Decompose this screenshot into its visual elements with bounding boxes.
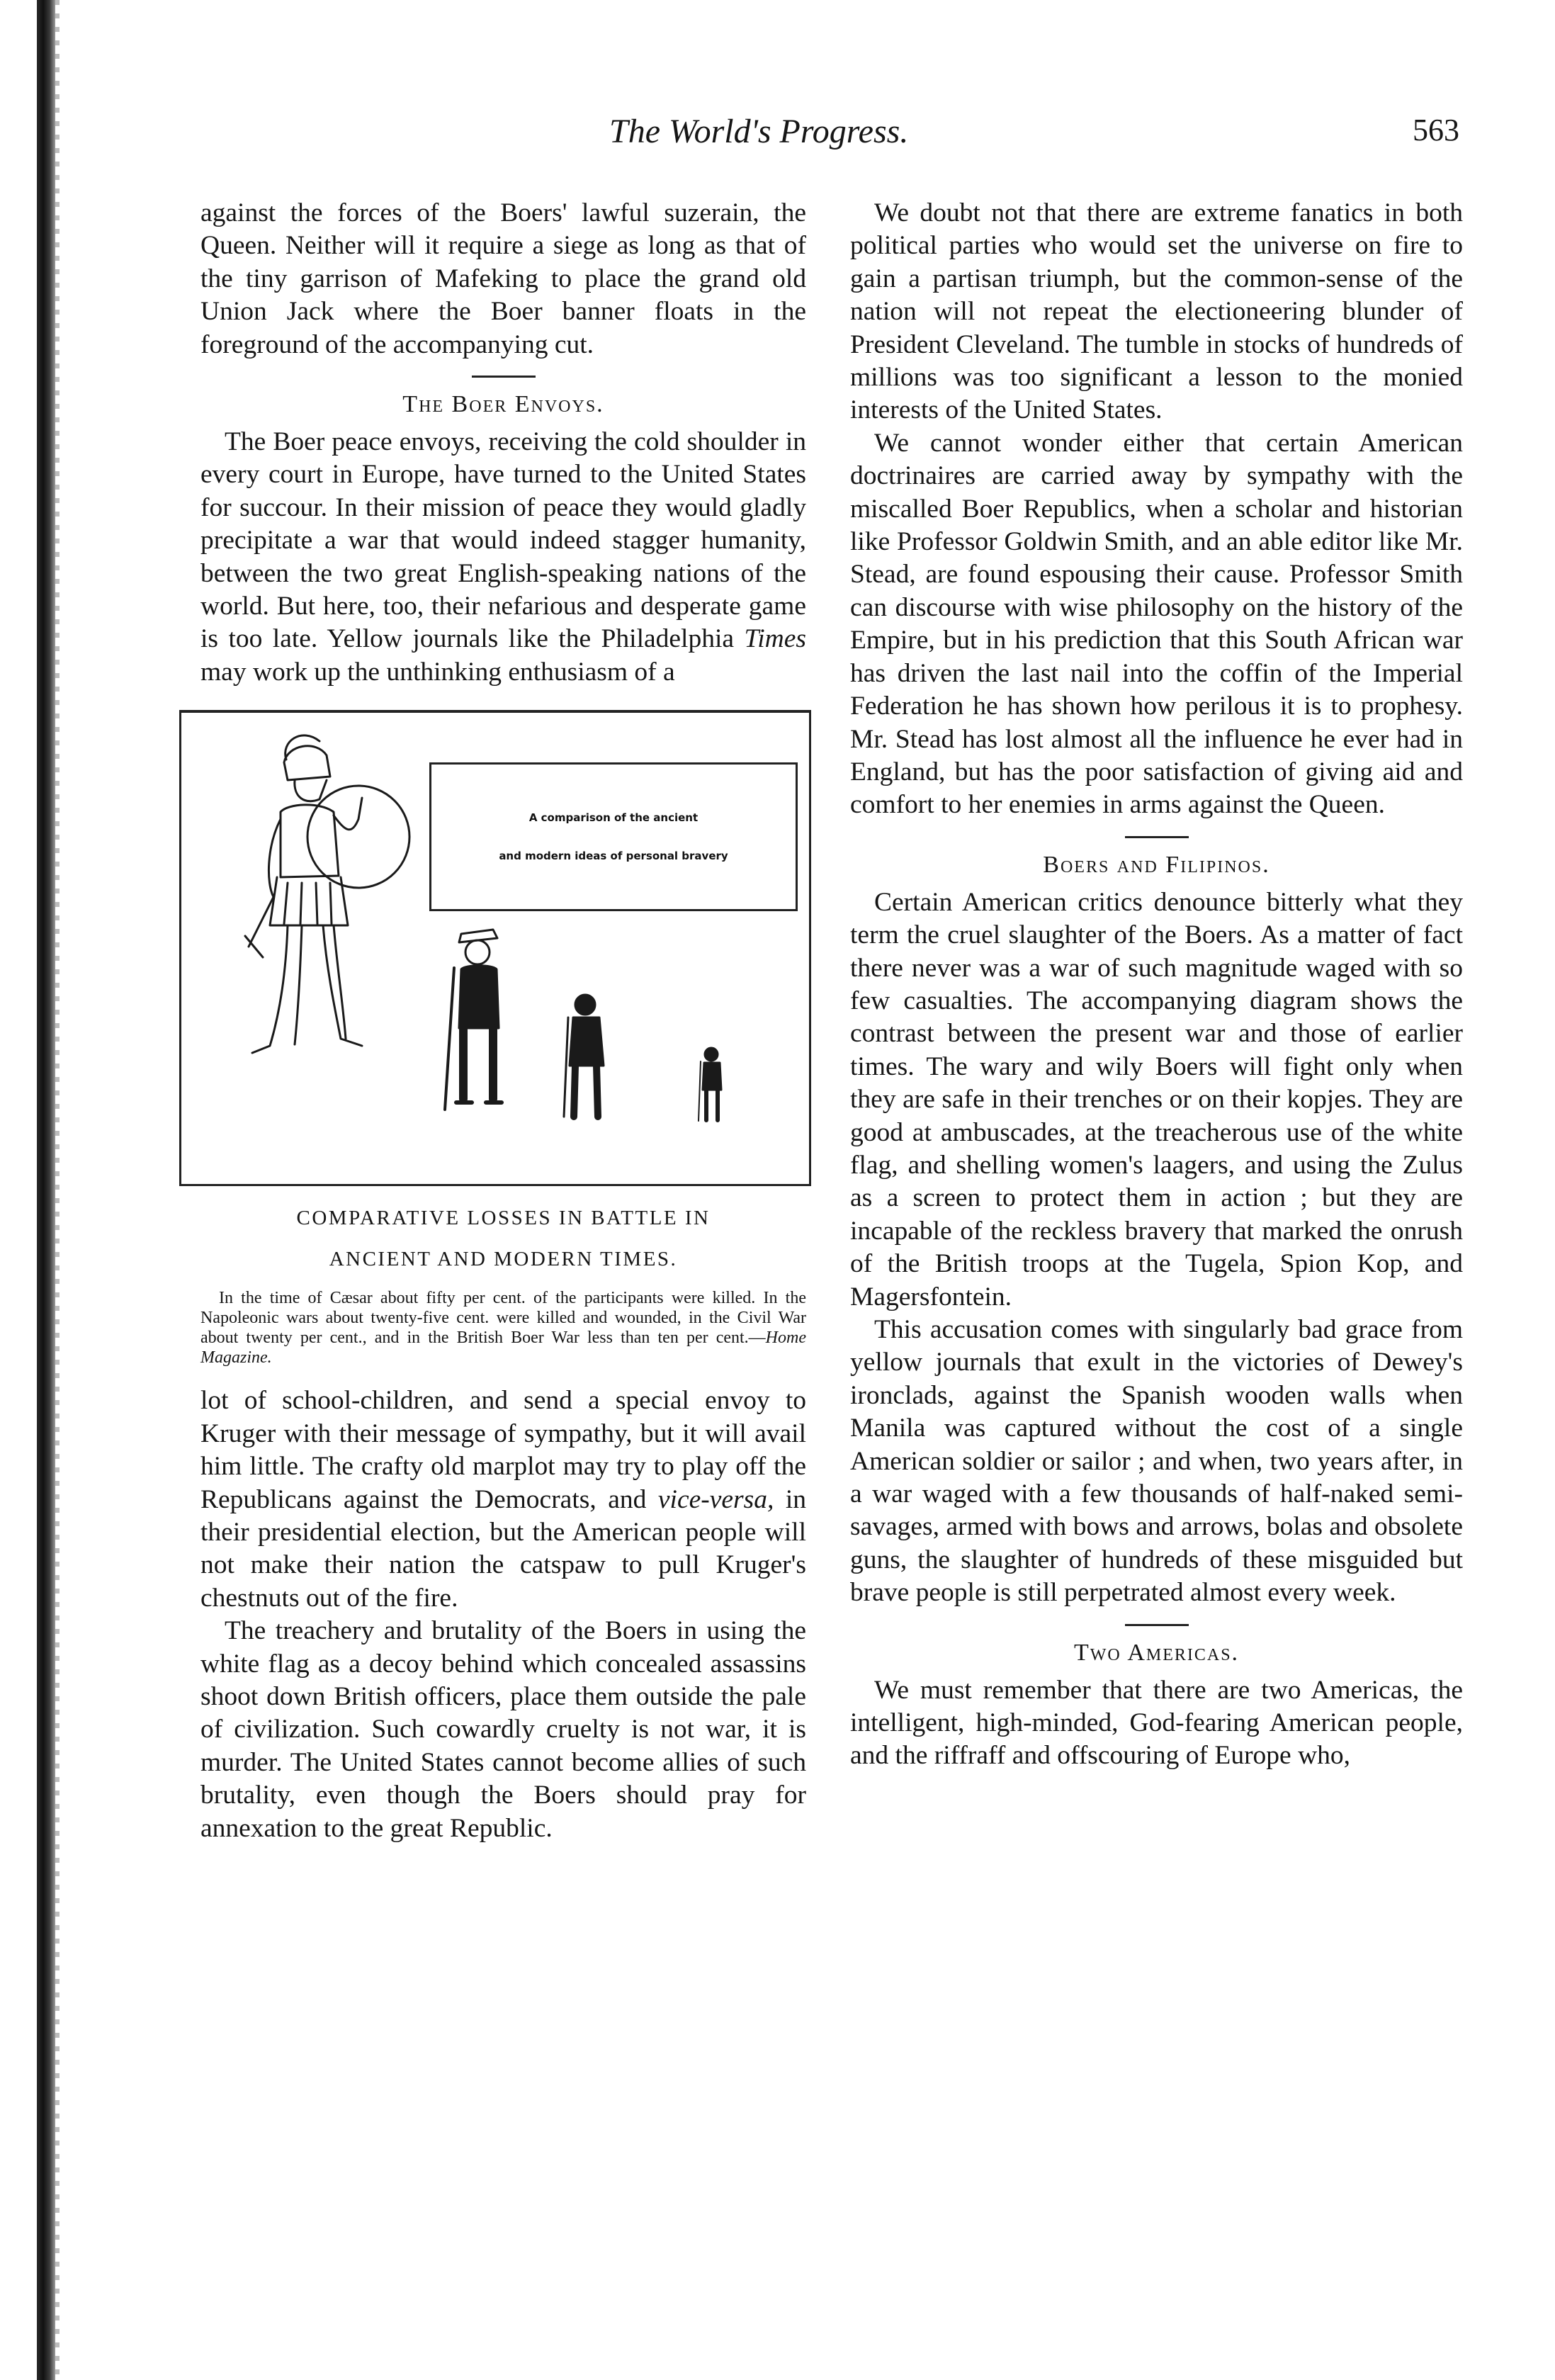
illustration-label-box bbox=[429, 762, 798, 911]
paragraph-text: The Boer peace envoys, receiving the cold shoulder in every court in Europe, have turned to the United States for succour. In their mission of peace they would gladly precipitate a war that would indeed stagger humanity, between the two great English-speaking nations of the world. But here, too, their nefarious and desperate game is too late. Yellow journals like the Philadelphia bbox=[200, 427, 806, 654]
italic-text: vice-versa, bbox=[657, 1484, 774, 1514]
caption-text: In the time of Cæsar about fifty per cent. of the participants were killed. In the Napoleonic wars about twenty-five cent. were killed and wounded, in the Civil War about twenty per cent., and in the British Boer War less than ten per cent.— bbox=[200, 1289, 806, 1348]
paragraph-text: in their presidential election, but the American people will not make their nation the catspaw to pull Kruger's chestnuts out of the fire. bbox=[200, 1484, 806, 1613]
illustration-label-line: and modern ideas of personal bravery bbox=[499, 850, 728, 863]
running-title: The World's Progress. bbox=[609, 113, 909, 150]
soldier-coat bbox=[459, 966, 499, 1028]
paragraph: We cannot wonder either that certain American doctrinaires are carried away by sympathy with the miscalled Boer Republics, when a scholar and historian like Professor Goldwin Smith, and an able editor like Mr. Stead, are found espousing their cause. Professor Smith can discourse with wise philosophy on the history of the Empire, but in his prediction that this South African war has driven the last nail into the coffin of the Imperial Federation he has shown how perilous it is to prophesy. Mr. Stead has lost almost all the influence he ever had in England, but has the poor satisfaction of giving aid and comfort to her enemies in arms against the Queen. bbox=[850, 428, 1463, 820]
section-heading-boers-filipinos: Boers and Filipinos. bbox=[1043, 851, 1270, 878]
warrior-helmet bbox=[284, 746, 330, 780]
book-spine-shadow bbox=[37, 0, 55, 2380]
section-heading-boer-envoys: The Boer Envoys. bbox=[402, 391, 604, 418]
figure-title-line: COMPARATIVE LOSSES IN BATTLE IN bbox=[296, 1207, 711, 1230]
right-column bbox=[850, 197, 1463, 1773]
warrior-torso bbox=[281, 805, 339, 877]
binding-edge bbox=[55, 0, 60, 2380]
paragraph-text: lot of school-children, and send a special envoy to Kruger with their message of sympathy, but it will avail him little. The crafty old marplot may try to play off the Republicans against the Democrats, and bbox=[200, 1386, 806, 1514]
paragraph: against the forces of the Boers' lawful suzerain, the Queen. Neither will it require a siege as long as that of the tiny garrison of Mafeking to place the grand old Union Jack where the Boer banner floats in the foreground of the accompanying cut. bbox=[200, 198, 806, 359]
caption-source: Home Magazine. bbox=[200, 1329, 806, 1367]
illustration-label-line: A comparison of the ancient bbox=[528, 811, 699, 825]
paragraph: This accusation comes with singularly bad grace from yellow journals that exult in the victories of Dewey's ironclads, against the Spanish wooden walls when Manila was captured without the cost of a single American soldier or sailor ; and when, two years after, in a war waged with a few thousands of half-naked semi-savages, armed with bows and arrows, bolas and obsolete guns, the slaughter of hundreds of these misguided but brave people is still perpetrated almost every week. bbox=[850, 1315, 1463, 1608]
paragraph: Certain American critics denounce bitterly what they term the cruel slaughter of the Boers. As a matter of fact there never was a war of such magnitude waged with so few casualties. The accompanying diagram shows the contrast between the present war and those of earlier times. The wary and wily Boers will fight only when they are safe in their trenches or on their kopjes. They are good at ambuscades, at the treacherous use of the white flag, and shelling women's laagers, and using the Zulus as a screen to protect them in action ; but they are incapable of the reckless bravery that marked the onrush of the British troops at the Tugela, Spion Kop, and Magersfontein. bbox=[850, 887, 1463, 1312]
paragraph: We doubt not that there are extreme fanatics in both political parties who would set the universe on fire to gain a partisan triumph, but the common-sense of the nation will not repeat the electioneering blunder of President Cleveland. The tumble in stocks of hundreds of millions was too significant a lesson to the monied interests of the United States. bbox=[850, 198, 1463, 425]
section-divider bbox=[1125, 836, 1189, 838]
figure-title bbox=[200, 1197, 806, 1280]
paragraph bbox=[200, 426, 806, 689]
soldier-rifle bbox=[445, 968, 454, 1110]
warrior-shield bbox=[307, 786, 409, 888]
figure-caption bbox=[200, 1288, 806, 1367]
italic-text: Times bbox=[744, 624, 806, 654]
paragraph-text: may work up the unthinking enthusiasm of a bbox=[200, 657, 675, 687]
section-divider bbox=[472, 376, 536, 378]
figure-title-line: ANCIENT AND MODERN TIMES. bbox=[329, 1248, 678, 1271]
paragraph: The treachery and brutality of the Boers in using the white flag as a decoy behind which concealed assassins shoot down British officers, place them outside the pale of civilization. Such cowardly cruelty is not war, it is murder. The United States cannot become allies of such brutality, even though the Boers should pray for annexation to the great Republic. bbox=[200, 1616, 806, 1843]
modern-soldier bbox=[703, 1063, 721, 1090]
section-heading-two-americas: Two Americas. bbox=[1073, 1639, 1240, 1666]
left-column bbox=[200, 197, 806, 1845]
page-number: 563 bbox=[1413, 113, 1459, 147]
section-divider bbox=[1125, 1624, 1189, 1626]
paragraph: We must remember that there are two Americas, the intelligent, high-minded, God-fearing American people, and the riffraff and offscouring of Europe who, bbox=[850, 1675, 1463, 1771]
boer-soldier bbox=[570, 1017, 604, 1066]
paragraph bbox=[200, 1384, 806, 1615]
page-header bbox=[198, 112, 1459, 154]
illustration-comparison bbox=[179, 710, 811, 1186]
